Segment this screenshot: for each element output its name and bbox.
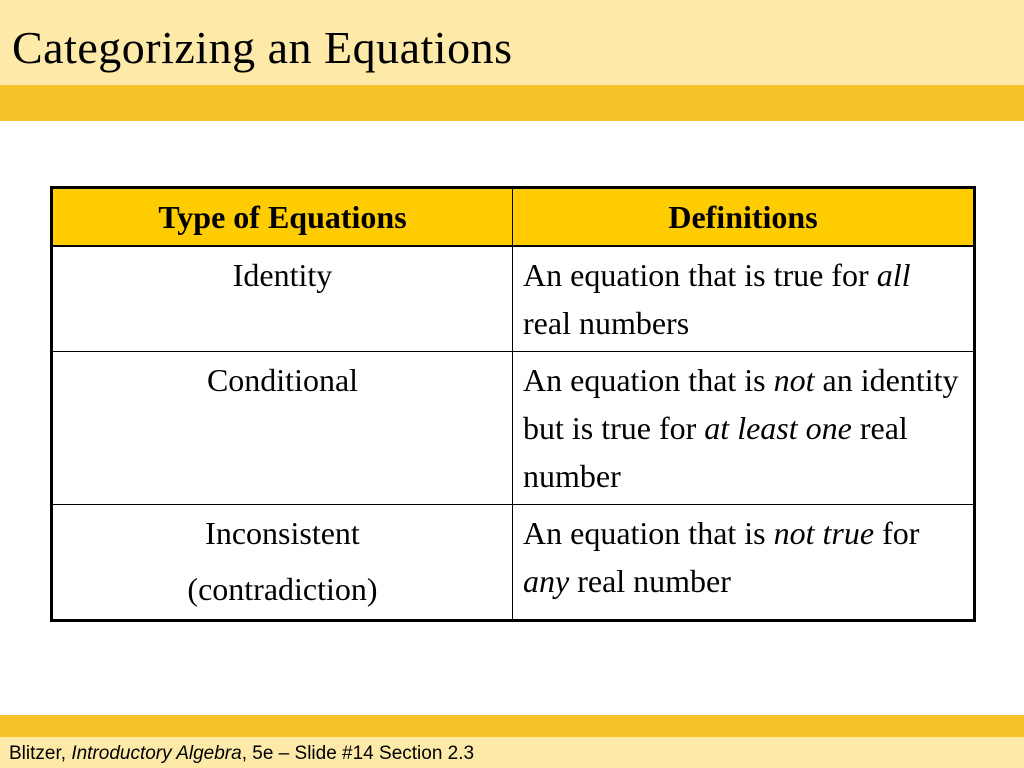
definition-emphasis: not <box>773 362 815 398</box>
definition-text: An equation that is <box>523 515 774 551</box>
header-type-of-equations: Type of Equations <box>52 188 513 247</box>
definition-text: An equation that is true for <box>523 257 877 293</box>
table-header-row <box>52 188 975 247</box>
title-accent-stripe <box>0 85 1024 121</box>
table-row <box>52 352 975 505</box>
table-row <box>52 505 975 621</box>
type-sublabel: (contradiction) <box>187 571 378 607</box>
type-label: Inconsistent <box>205 515 360 551</box>
definition-text: real numbers <box>523 305 690 341</box>
footer-author: Blitzer, <box>9 743 72 764</box>
footer-book-title: Introductory Algebra <box>71 743 242 764</box>
definition-emphasis: at least one <box>704 410 852 446</box>
definition-emphasis: all <box>876 257 911 293</box>
definition-emphasis: not true <box>773 515 875 551</box>
definition-cell-inconsistent <box>513 505 975 621</box>
footer-citation <box>9 742 474 766</box>
equation-types-table <box>50 186 976 622</box>
type-cell-inconsistent <box>52 505 513 621</box>
table-row <box>52 246 975 352</box>
definition-text: real number <box>569 563 731 599</box>
slide-title: Categorizing an Equations <box>12 22 513 73</box>
definition-emphasis: any <box>523 563 570 599</box>
header-definitions: Definitions <box>513 188 975 247</box>
type-cell-identity <box>52 246 513 352</box>
definition-text: an identity but is true for <box>523 362 959 446</box>
type-label: Conditional <box>206 362 359 398</box>
definition-cell-identity <box>513 246 975 352</box>
definition-text: for <box>874 515 920 551</box>
definition-text: real number <box>523 410 908 494</box>
footer-slide-info: , 5e – Slide #14 Section 2.3 <box>241 743 475 764</box>
definition-text: An equation that is <box>523 362 774 398</box>
type-label: Identity <box>232 257 333 293</box>
type-cell-conditional <box>52 352 513 505</box>
footer-accent-stripe <box>0 715 1024 737</box>
definition-cell-conditional <box>513 352 975 505</box>
